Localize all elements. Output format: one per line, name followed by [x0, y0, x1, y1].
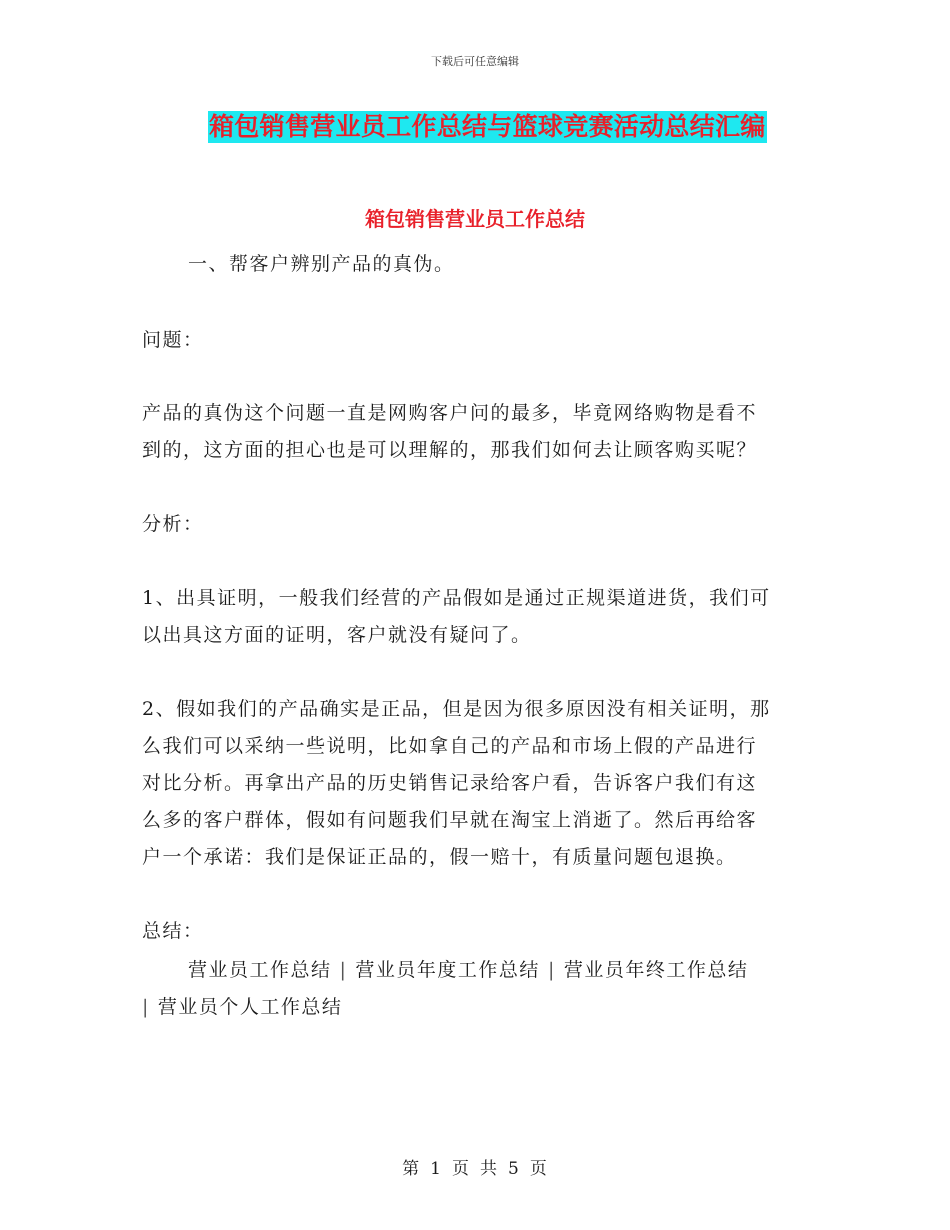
paragraph-question-line-1: 产品的真伪这个问题一直是网购客户问的最多，毕竟网络购物是看不: [142, 402, 758, 424]
page-label: 第: [402, 1159, 421, 1179]
related-links-row-2: [142, 992, 342, 1022]
related-link[interactable]: 营业员年度工作总结: [355, 959, 540, 981]
link-separator: |: [547, 959, 556, 981]
paragraph-point-1-line-2: 以出具这方面的证明，客户就没有疑问了。: [142, 624, 532, 646]
related-link[interactable]: 营业员年终工作总结: [563, 959, 749, 981]
link-separator: |: [339, 959, 348, 981]
label-analysis: 分析：: [142, 513, 204, 535]
related-links-row-1: [188, 955, 748, 985]
current-page-number: 1: [430, 1159, 442, 1179]
related-link[interactable]: 营业员个人工作总结: [157, 996, 343, 1018]
page-unit-label: 页: [452, 1159, 470, 1179]
header-note: 下载后可任意编辑: [431, 55, 519, 68]
paragraph-point-2-line-1: 2、假如我们的产品确实是正品，但是因为很多原因没有相关证明，那: [142, 698, 771, 720]
related-link[interactable]: 营业员工作总结: [188, 959, 332, 981]
paragraph-point-2-line-4: 么多的客户群体，假如有问题我们早就在淘宝上消逝了。然后再给客: [142, 809, 758, 831]
total-pages-number: 5: [508, 1159, 520, 1179]
paragraph-point-1-line-1: 1、出具证明，一般我们经营的产品假如是通过正规渠道进货，我们可: [142, 587, 771, 609]
paragraph-point-2-line-3: 对比分析。再拿出产品的历史销售记录给客户看，告诉客户我们有这: [142, 772, 758, 794]
label-summary: 总结：: [142, 920, 204, 942]
total-unit-label: 页: [529, 1159, 548, 1179]
paragraph-heading-1: 一、帮客户辨别产品的真伪。: [188, 253, 455, 275]
total-label: 共: [480, 1159, 498, 1179]
section-title: 箱包销售营业员工作总结: [365, 207, 585, 231]
link-separator: |: [142, 996, 150, 1018]
paragraph-point-2-line-2: 么我们可以采纳一些说明，比如拿自己的产品和市场上假的产品进行: [142, 735, 758, 757]
paragraph-question-line-2: 到的，这方面的担心也是可以理解的，那我们如何去让顾客购买呢？: [142, 439, 758, 461]
paragraph-point-2-line-5: 户一个承诺：我们是保证正品的，假一赔十，有质量问题包退换。: [142, 846, 737, 868]
document-title: 箱包销售营业员工作总结与篮球竞赛活动总结汇编: [209, 112, 766, 141]
page-number-footer: [0, 1154, 950, 1179]
label-question: 问题：: [142, 329, 204, 351]
